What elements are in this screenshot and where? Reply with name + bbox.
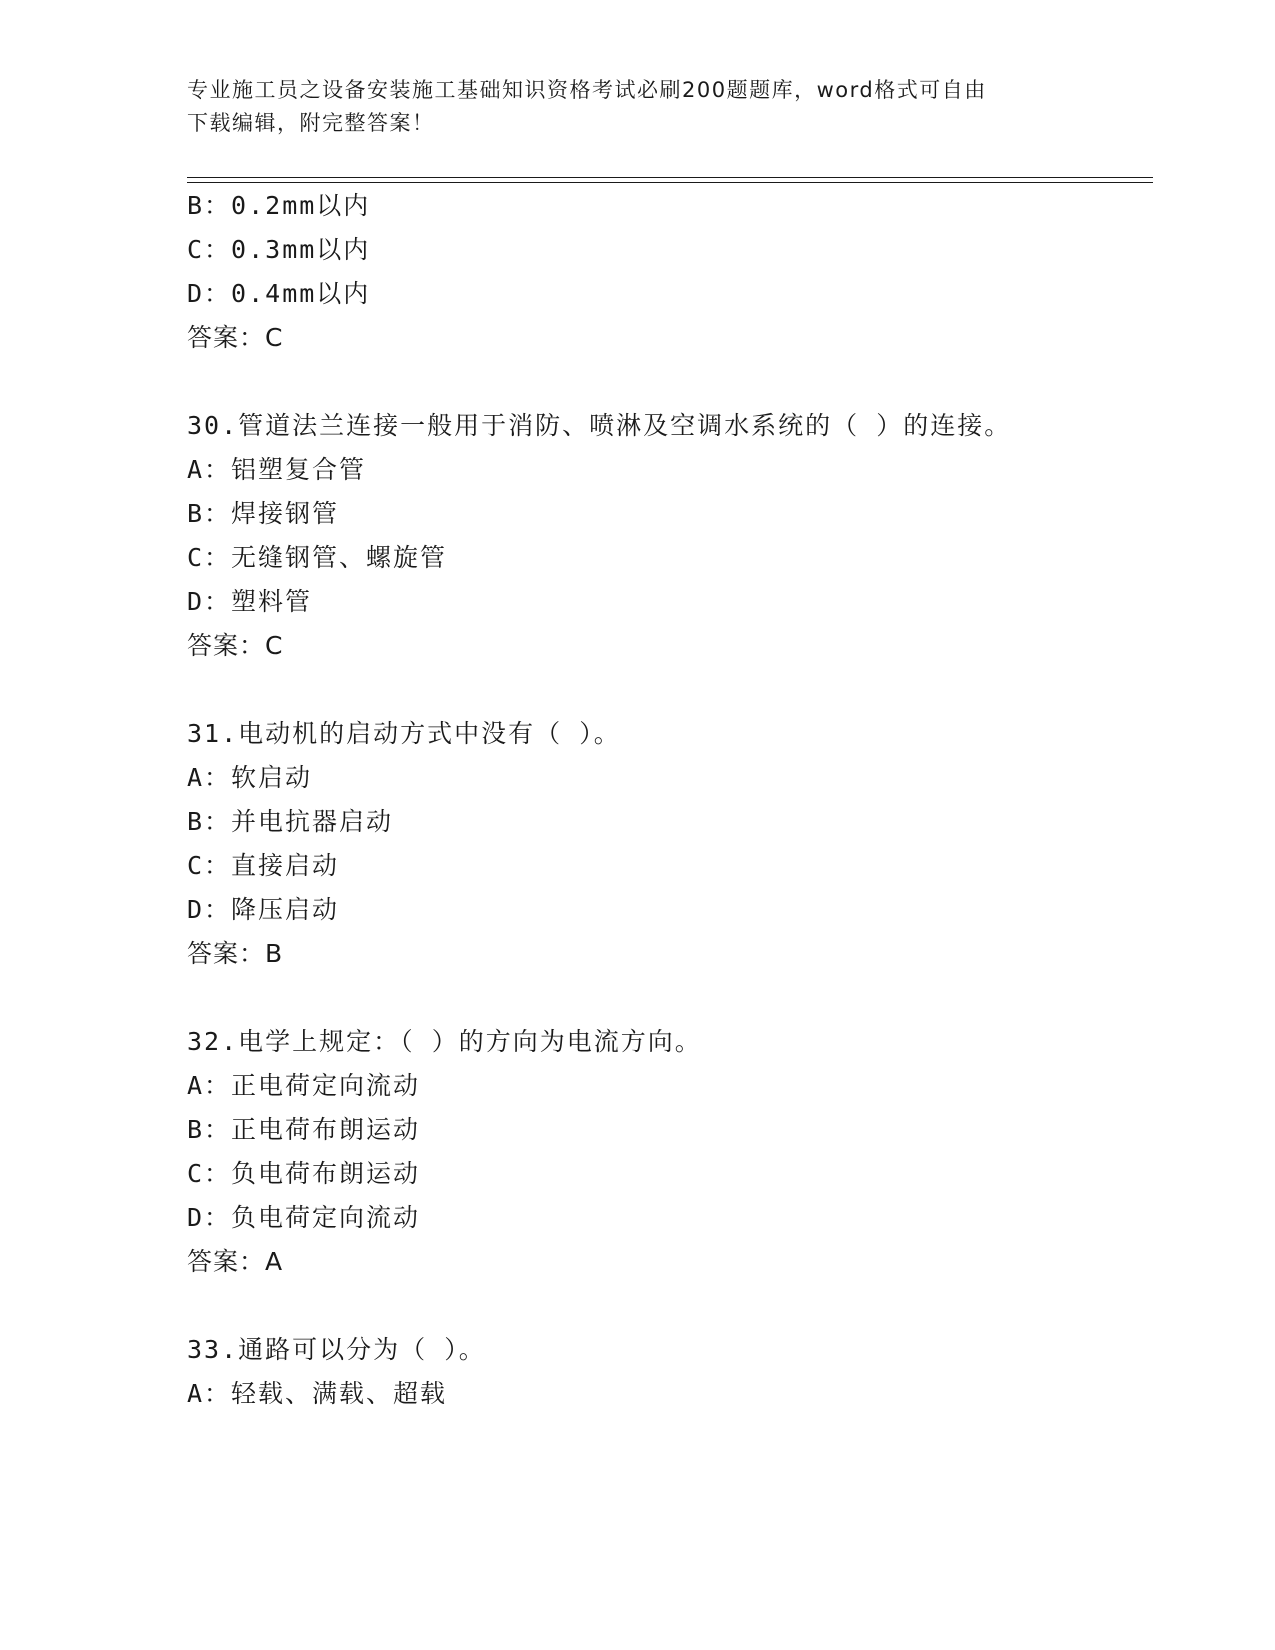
answer-line: 答案：C	[187, 323, 284, 352]
option-a: A：轻载、满载、超载	[187, 1379, 448, 1408]
option-d: D：0.4mm以内	[187, 279, 371, 308]
option-b: B：0.2mm以内	[187, 191, 371, 220]
option-b: B：并电抗器启动	[187, 807, 394, 836]
answer-line: 答案：A	[187, 1247, 284, 1276]
option-b: B：正电荷布朗运动	[187, 1115, 421, 1144]
answer-line: 答案：C	[187, 631, 284, 660]
option-c: C：无缝钢管、螺旋管	[187, 543, 448, 572]
header-divider-bottom	[187, 182, 1153, 183]
option-c: C：0.3mm以内	[187, 235, 371, 264]
option-d: D：负电荷定向流动	[187, 1203, 421, 1232]
option-a: A：正电荷定向流动	[187, 1071, 421, 1100]
question-stem: 32.电学上规定：（ ）的方向为电流方向。	[187, 1027, 702, 1056]
header-line-1: 专业施工员之设备安装施工基础知识资格考试必刷200题题库，word格式可自由	[187, 78, 987, 102]
document-header	[187, 74, 1067, 140]
question-stem: 33.通路可以分为（ ）。	[187, 1335, 486, 1364]
header-divider-top	[187, 177, 1153, 178]
answer-line: 答案：B	[187, 939, 284, 968]
option-d: D：塑料管	[187, 587, 313, 616]
option-d: D：降压启动	[187, 895, 340, 924]
question-stem: 30.管道法兰连接一般用于消防、喷淋及空调水系统的（ ）的连接。	[187, 411, 1012, 440]
option-c: C：直接启动	[187, 851, 340, 880]
option-a: A：铝塑复合管	[187, 455, 367, 484]
option-c: C：负电荷布朗运动	[187, 1159, 421, 1188]
option-b: B：焊接钢管	[187, 499, 340, 528]
question-stem: 31.电动机的启动方式中没有（ ）。	[187, 719, 621, 748]
option-a: A：软启动	[187, 763, 313, 792]
header-line-2: 下载编辑，附完整答案！	[187, 111, 435, 135]
